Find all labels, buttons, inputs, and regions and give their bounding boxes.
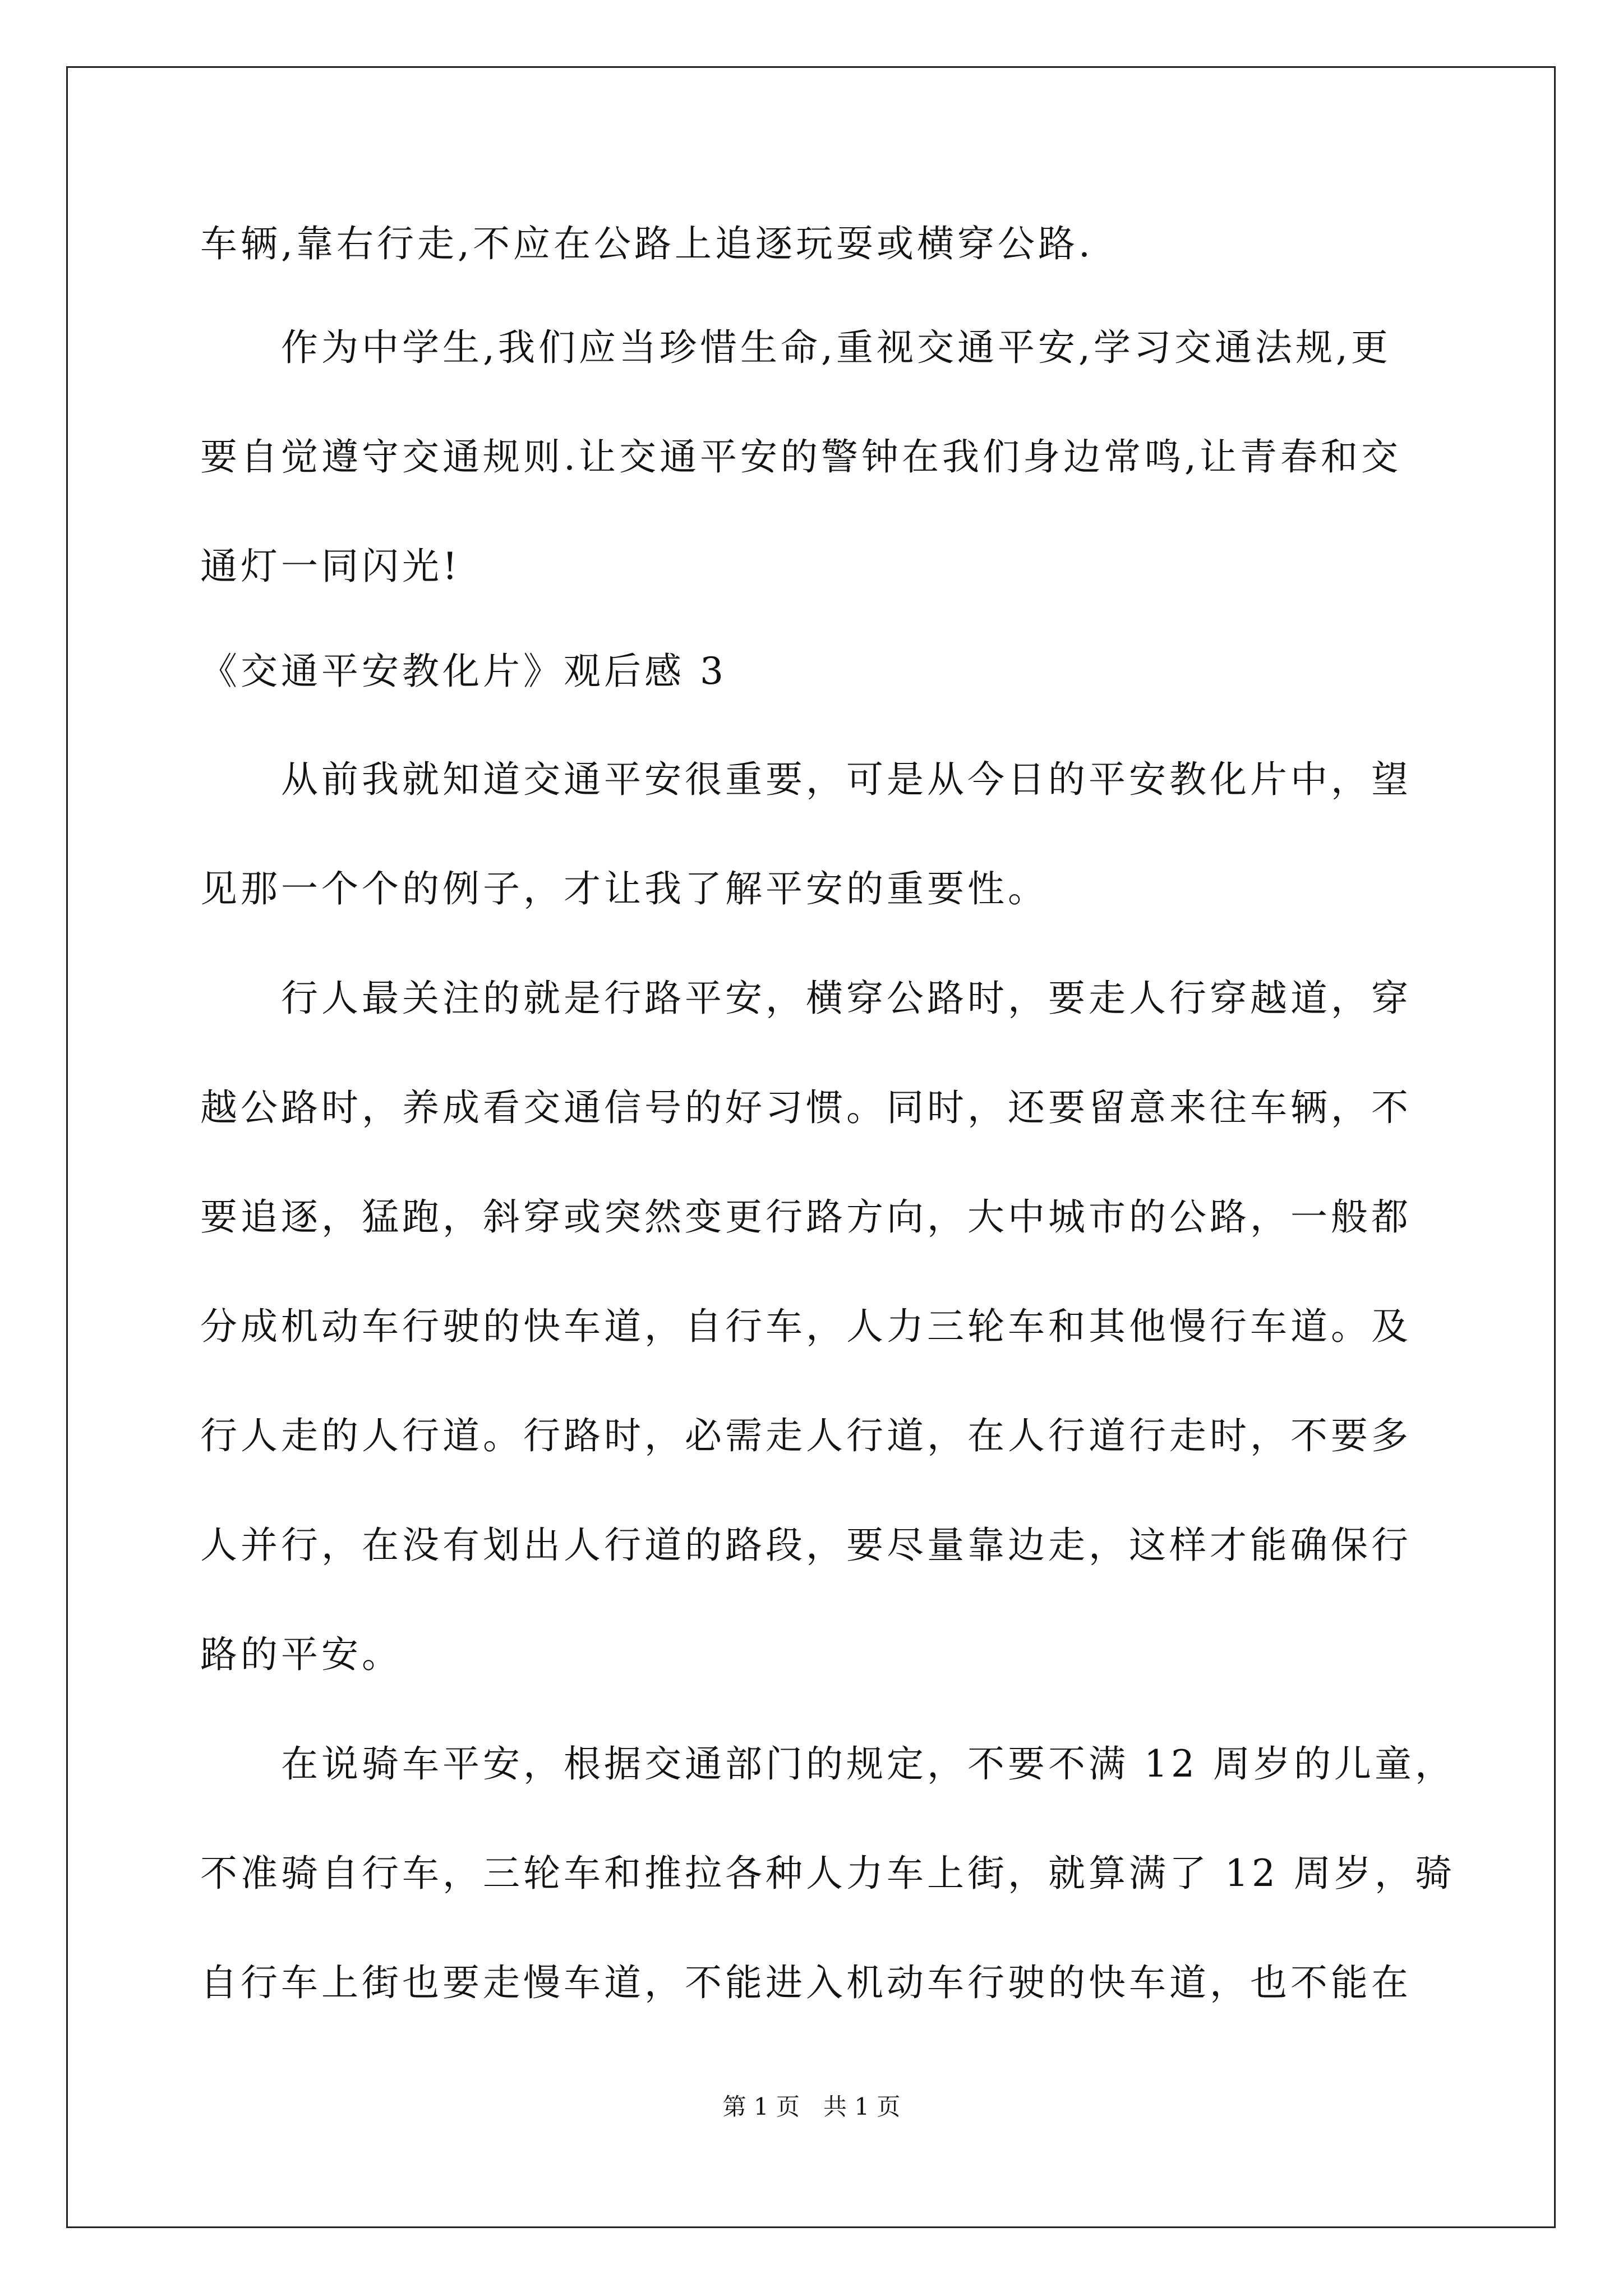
text-line: 行人走的人行道。行路时，必需走人行道，在人行道行走时，不要多 [200, 1414, 1412, 1457]
text-line: 分成机动车行驶的快车道，自行车，人力三轮车和其他慢行车道。及 [200, 1305, 1412, 1348]
text-line: 人并行，在没有划出人行道的路段，要尽量靠边走，这样才能确保行 [200, 1524, 1412, 1567]
text-line: 自行车上街也要走慢车道，不能进入机动车行驶的快车道，也不能在 [200, 1961, 1412, 2004]
page-border [66, 66, 1556, 2228]
text-line: 通灯一同闪光! [200, 545, 461, 588]
text-line: 作为中学生,我们应当珍惜生命,重视交通平安,学习交通法规,更 [200, 326, 1391, 369]
text-line: 要追逐，猛跑，斜穿或突然变更行路方向，大中城市的公路，一般都 [200, 1195, 1412, 1239]
section-heading: 《交通平安教化片》观后感 3 [200, 650, 727, 693]
text-line: 不准骑自行车，三轮车和推拉各种人力车上街，就算满了 12 周岁，骑 [200, 1852, 1455, 1895]
text-line: 路的平安。 [200, 1633, 402, 1676]
text-line: 在说骑车平安，根据交通部门的规定，不要不满 12 周岁的儿童， [200, 1742, 1455, 1786]
text-line: 要自觉遵守交通规则.让交通平安的警钟在我们身边常鸣,让青春和交 [200, 435, 1401, 478]
text-line: 越公路时，养成看交通信号的好习惯。同时，还要留意来往车辆，不 [200, 1086, 1412, 1129]
page-footer: 第 1 页 共 1 页 [722, 2093, 901, 2120]
text-line: 车辆,靠右行走,不应在公路上追逐玩耍或横穿公路. [200, 222, 1094, 265]
text-line: 从前我就知道交通平安很重要，可是从今日的平安教化片中，望 [200, 758, 1412, 801]
text-line: 行人最关注的就是行路平安，横穿公路时，要走人行穿越道，穿 [200, 977, 1412, 1020]
text-line: 见那一个个的例子，才让我了解平安的重要性。 [200, 867, 1048, 910]
